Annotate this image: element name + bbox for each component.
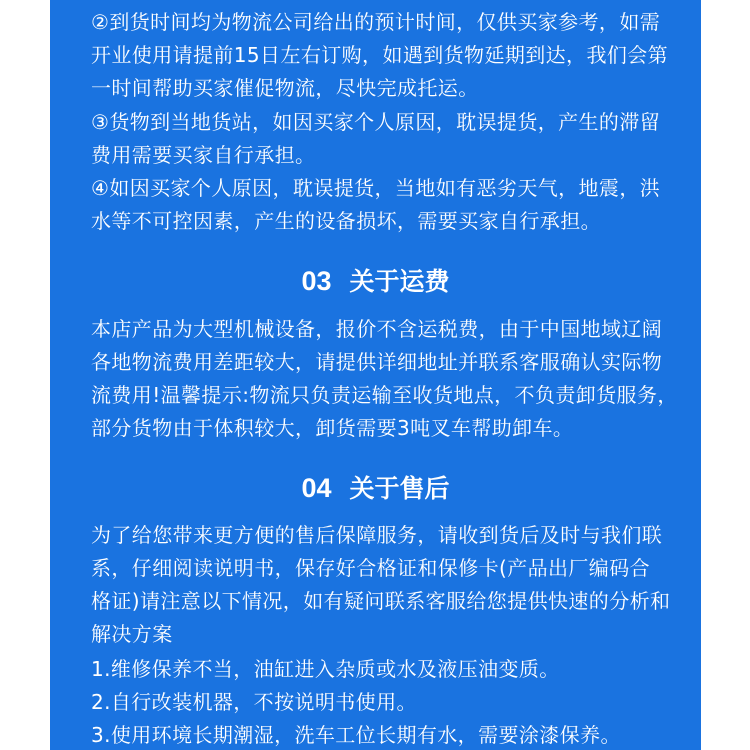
text-line: 各地物流费用差距较大，请提供详细地址并联系客服确认实际物 xyxy=(91,350,663,374)
list-item: 2.自行改装机器，不按说明书使用。 xyxy=(91,690,417,714)
text-line: 本店产品为大型机械设备，报价不含运税费，由于中国地域辽阔 xyxy=(91,317,663,341)
section-number: 03 xyxy=(301,266,332,296)
text-line: 系，仔细阅读说明书，保存好合格证和保修卡(产品出厂编码合 xyxy=(91,556,651,580)
text-line: 流费用!温馨提示:物流只负责运输至收货地点，不负责卸货服务， xyxy=(91,383,678,407)
text-line: 一时间帮助买家催促物流，尽快完成托运。 xyxy=(91,76,479,100)
text-line: 开业使用请提前15日左右订购，如遇到货物延期到达，我们会第 xyxy=(91,43,669,67)
text-line: 部分货物由于体积较大，卸货需要3吨叉车帮助卸车。 xyxy=(91,416,574,440)
section-title: 关于运费 xyxy=(349,267,450,296)
shipping-note-2 xyxy=(91,6,691,105)
text-line: 为了给您带来更方便的售后保障服务，请收到货后及时与我们联 xyxy=(91,523,663,547)
text-line: 费用需要买家自行承担。 xyxy=(91,143,316,167)
section-number: 04 xyxy=(301,473,332,503)
text-line: ②到货时间均为物流公司给出的预计时间，仅供买家参考，如需 xyxy=(91,10,661,34)
text-line: ③货物到当地货站，如因买家个人原因，耽误提货，产生的滞留 xyxy=(91,110,661,134)
shipping-note-4 xyxy=(91,172,691,238)
text-line: ④如因买家个人原因，耽误提货，当地如有恶劣天气，地震，洪 xyxy=(91,176,661,200)
section-title: 关于售后 xyxy=(349,474,450,503)
text-line: 水等不可控因素，产生的设备损坏，需要买家自行承担。 xyxy=(91,209,601,233)
text-line: 解决方案 xyxy=(91,622,173,646)
text-line: 格证)请注意以下情况，如有疑问联系客服给您提供快速的分析和 xyxy=(91,589,671,613)
after-sales-list xyxy=(91,653,691,750)
section-heading-after-sales xyxy=(50,470,701,507)
shipping-fee-paragraph xyxy=(91,313,691,445)
shipping-note-3 xyxy=(91,106,691,172)
list-item: 1.维修保养不当，油缸进入杂质或水及液压油变质。 xyxy=(91,657,560,681)
after-sales-intro xyxy=(91,519,691,651)
section-heading-shipping-fee xyxy=(50,263,701,300)
content-panel xyxy=(50,0,701,750)
list-item: 3.使用环境长期潮湿，洗车工位长期有水，需要涂漆保养。 xyxy=(91,723,621,747)
